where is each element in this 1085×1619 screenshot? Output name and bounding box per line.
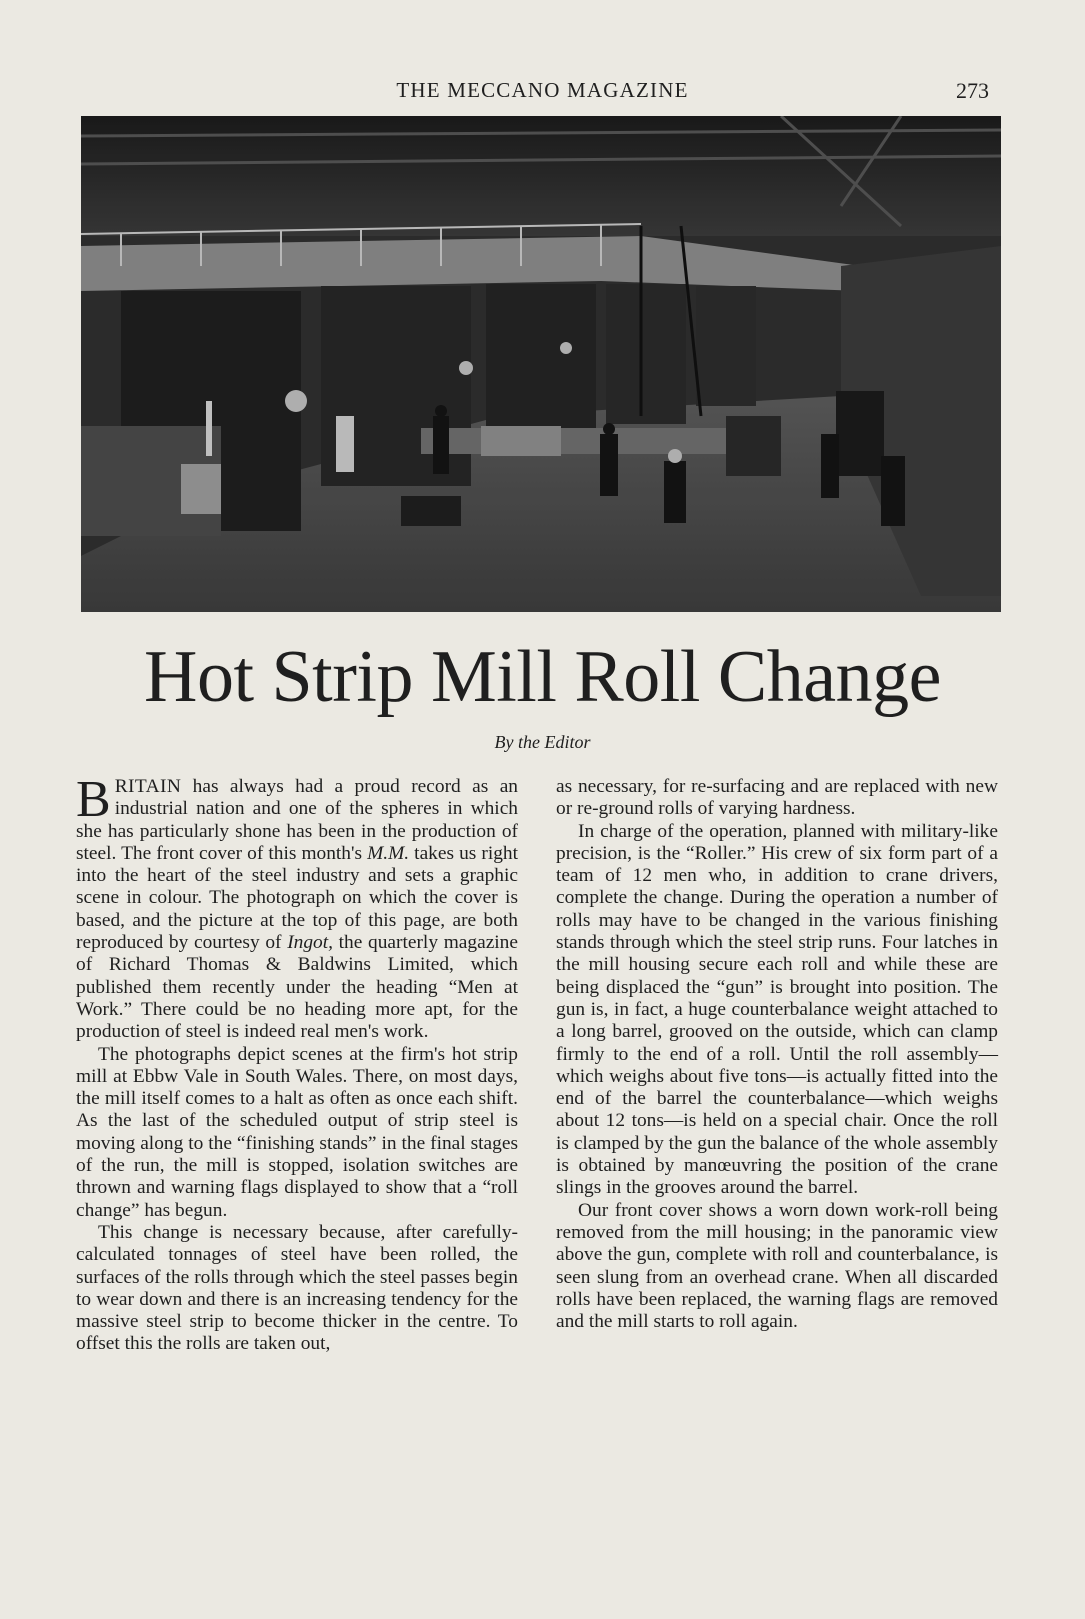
intro-caps: RITAIN (114, 776, 182, 797)
intro-em-mm: M.M. (367, 842, 410, 864)
text-column-right (556, 776, 998, 1333)
drop-cap: B (76, 771, 111, 828)
page-number: 273 (956, 78, 989, 103)
paragraph-4: In charge of the operation, planned with military-like precision, is the “Roller.” His crew of six form part of a team of 12 men who, in addition to crane drivers, complete the change. During the operation a number of rolls may have to be changed in the various finishing stands through which the steel strip runs. Four latches in the mill housing secure each roll and while these are being displaced the “gun” is brought into position. The gun is, in fact, a huge counterbalance weight attached to a long barrel, grooved on the outside, which can clamp firmly to the end of a roll. Until the roll assembly—which weighs about five tons—is actually fitted into the end of the barrel the counterbalance—which weighs about 12 tons—is held on a special chair. Once the roll is clamped by the gun the balance of the whole assembly is obtained by manœuvring the position of the crane slings in the grooves around the barrel. (556, 820, 998, 1199)
intro-text-1: has always had a proud record as an industrial nation and one of the spheres in which she has particularly shone has been in the production of steel. The front cover of this month's (76, 776, 518, 864)
intro-em-ingot: Ingot, (287, 932, 333, 954)
mill-photograph-illustration (81, 116, 1001, 612)
running-head: THE MECCANO MAGAZINE (396, 78, 689, 102)
article-headline: Hot Strip Mill Roll Change (144, 636, 941, 718)
mill-photograph (81, 116, 1001, 612)
paragraph-2: The photographs depict scenes at the firm's hot strip mill at Ebbw Vale in South Wales. There, on most days, the mill itself comes to a halt as often as once each shift. As the last of the scheduled output of strip steel is moving along to the “finishing stands” in the final stages of the run, the mill is stopped, isolation switches are thrown and warning flags displayed to show that a “roll change” has begun. (76, 1043, 518, 1221)
paragraph-3: This change is necessary because, after carefully-calculated tonnages of steel have been rolled, the surfaces of the rolls through which the steel passes begin to wear down and there is an increasing tendency for the massive steel strip to become thicker in the centre. To offset this the rolls are taken out, (76, 1221, 518, 1355)
intro-text-2: takes us right into the heart of the steel industry and sets a graphic scene in colour. The photograph on which the cover is based, and the picture at the top of this page, are both reproduced by courtesy of (76, 842, 519, 954)
intro-text-3: the quarterly magazine of Richard Thomas & Baldwins Limited, which published them recently under the heading “Men at Work.” There could be no heading more apt, for the production of steel is indeed real men's work. (76, 932, 518, 1043)
text-column-left (76, 771, 519, 1356)
article-byline: By the Editor (494, 732, 591, 752)
paragraph-intro (76, 771, 519, 1044)
paragraph-3-continued: as necessary, for re-surfacing and are replaced with new or re-ground rolls of varying hardness. (556, 776, 998, 820)
paragraph-5: Our front cover shows a worn down work-roll being removed from the mill housing; in the panoramic view above the gun, complete with roll and counterbalance, is seen slung from an overhead crane. When all discarded rolls have been replaced, the warning flags are removed and the mill starts to roll again. (556, 1199, 998, 1333)
